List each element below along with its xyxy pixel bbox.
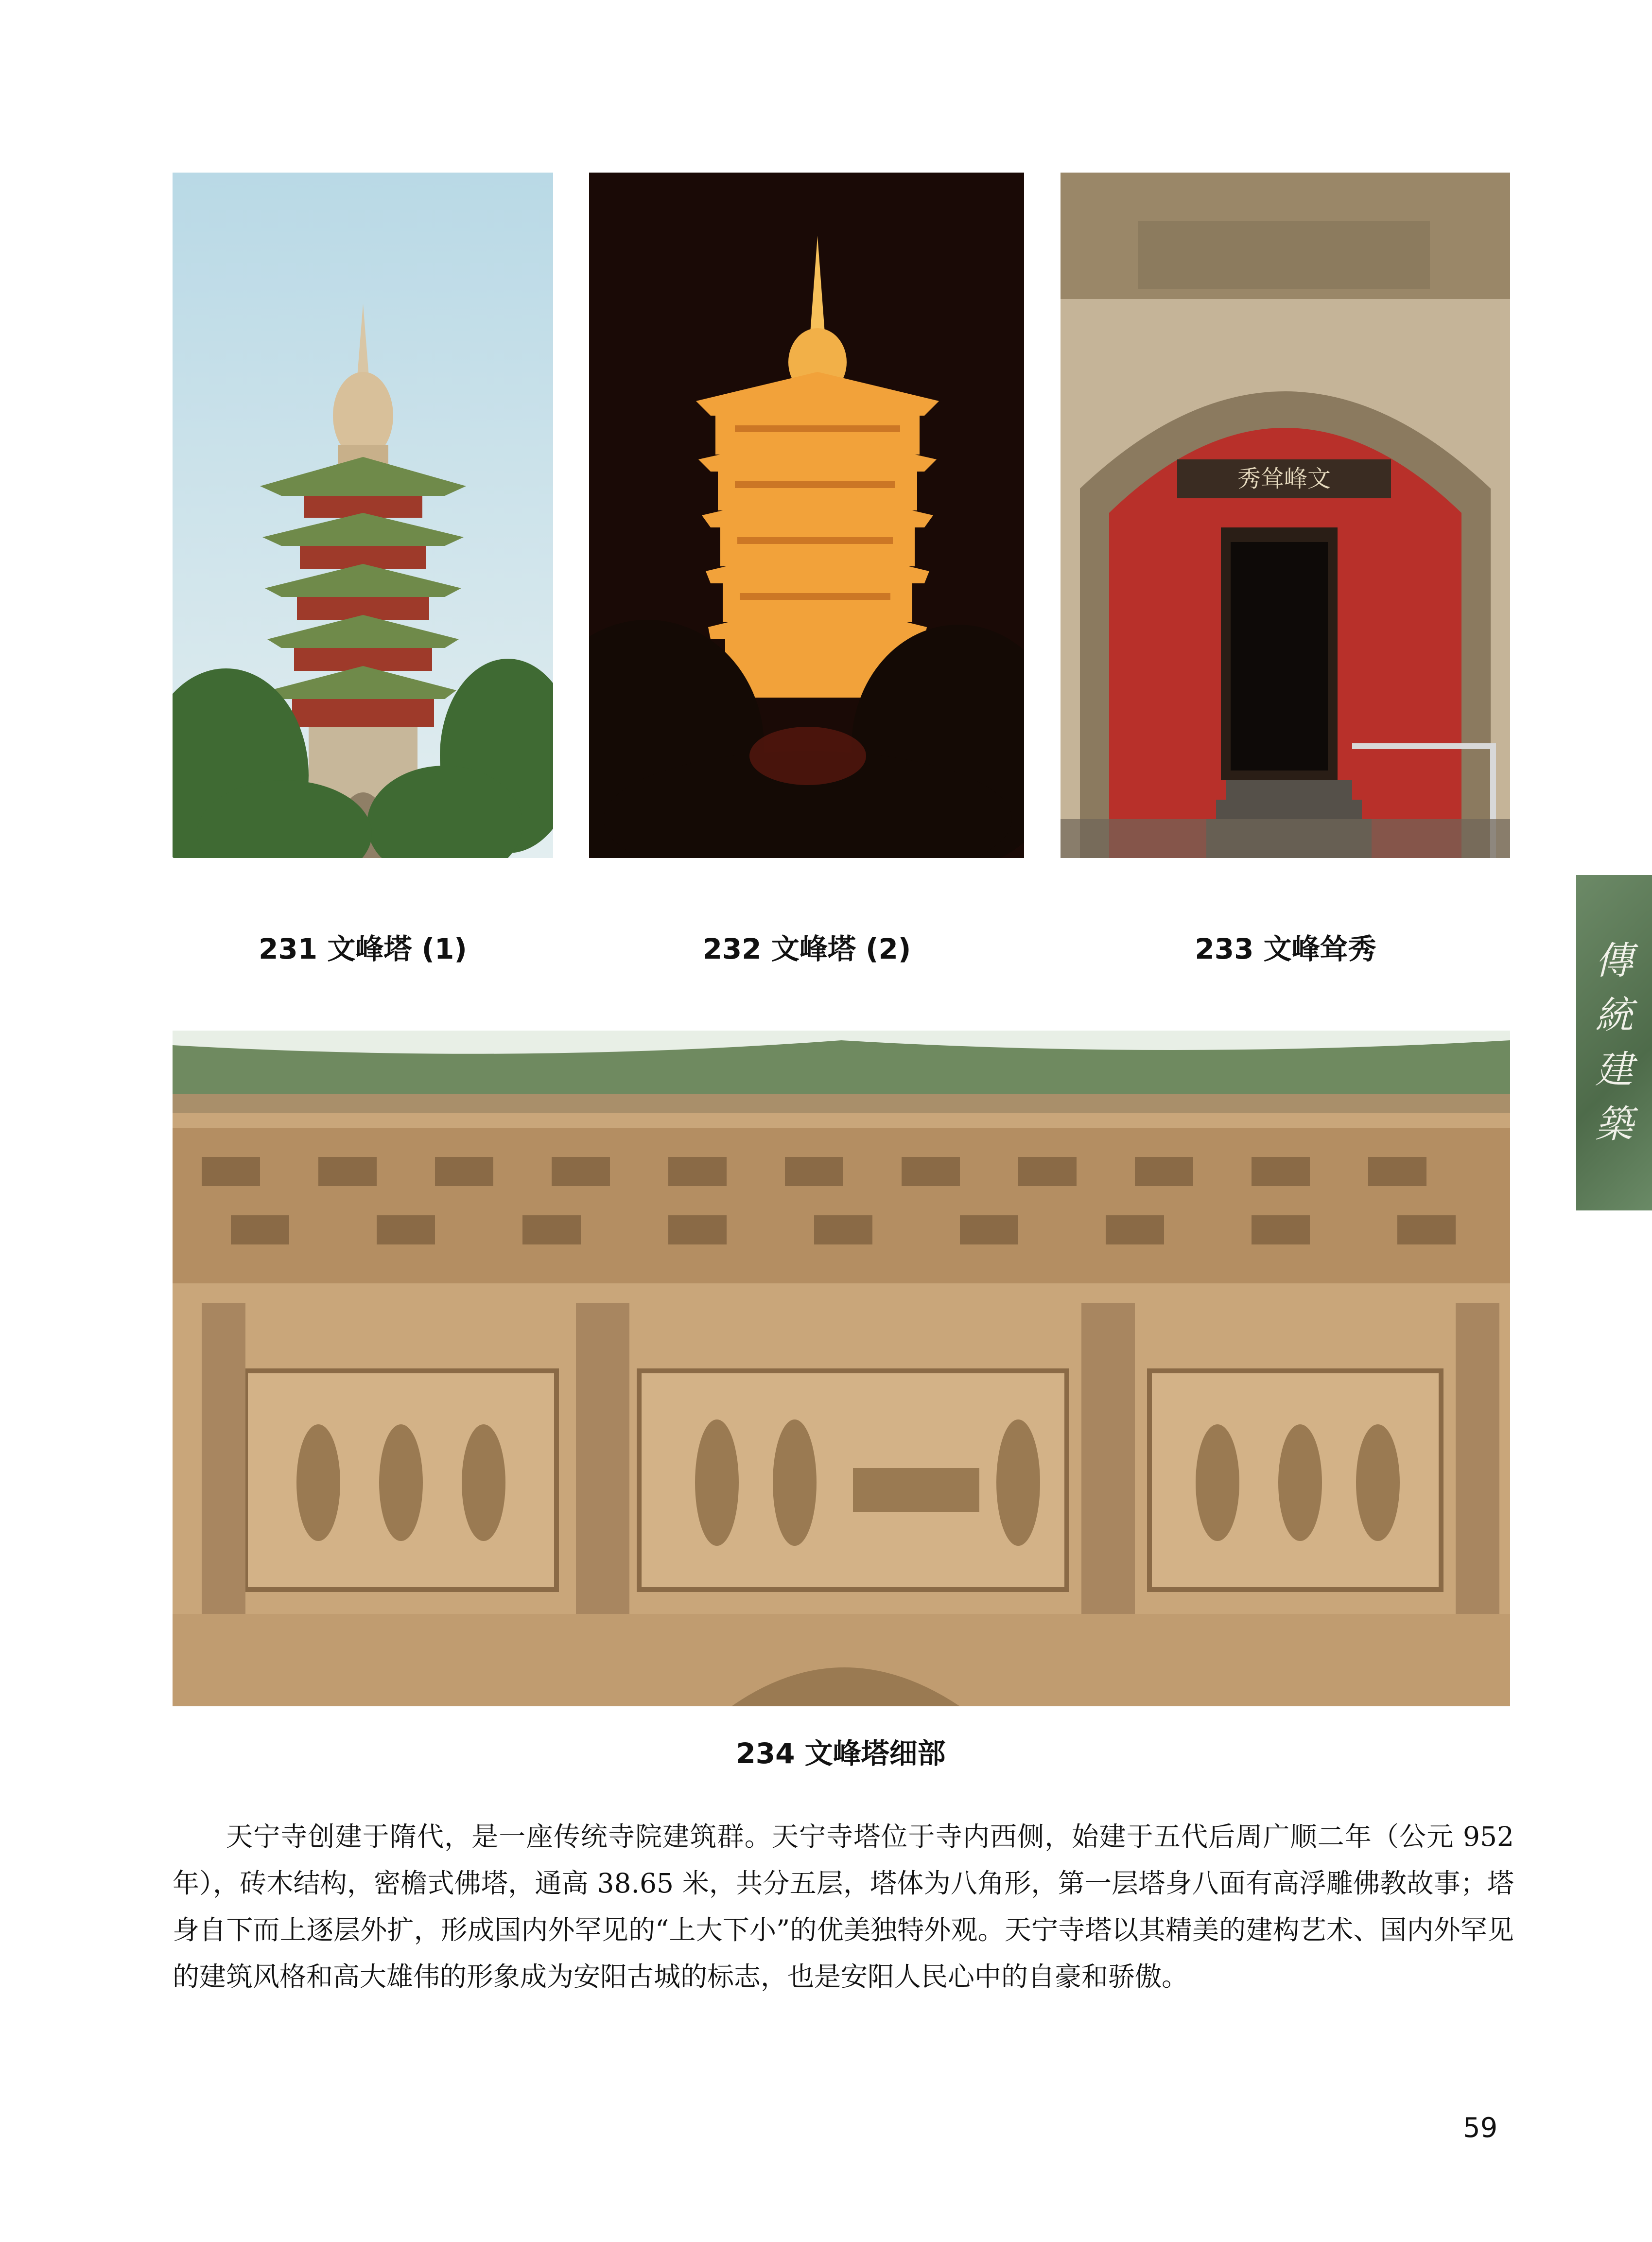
photo-232-pagoda-night: [589, 173, 1024, 858]
photo-233-doorway: [1061, 173, 1510, 858]
side-tab-char: 築: [1595, 1103, 1633, 1146]
photo-234-image: [173, 1031, 1510, 1706]
photo-231-pagoda-day: [173, 173, 553, 858]
caption-231: 231 文峰塔 (1): [259, 932, 467, 965]
caption-233: 233 文峰耸秀: [1195, 932, 1376, 965]
side-tab-traditional-architecture: [1576, 875, 1652, 1210]
page-number: 59: [1463, 2112, 1498, 2144]
photo-233-image: [1061, 173, 1510, 858]
side-tab-char: 傳: [1595, 939, 1633, 983]
caption-232: 232 文峰塔 (2): [702, 932, 911, 965]
side-tab-char: 建: [1595, 1048, 1633, 1092]
photo-234-relief-detail: [173, 1031, 1510, 1706]
side-tab-char: 統: [1595, 994, 1633, 1037]
body-paragraph: 天宁寺创建于隋代，是一座传统寺院建筑群。天宁寺塔位于寺内西侧，始建于五代后周广顺二年（公元 952 年），砖木结构，密檐式佛塔，通高 38.65 米，共分五层，塔体为八角形，第一层塔身八面有高浮雕佛教故事；塔身自下而上逐层外扩，形成国内外罕见的“上大下小”的优美独特外观。天宁寺塔以其精美的建构艺术、国内外罕见的建筑风格和高大雄伟的形象成为安阳古城的标志，也是安阳人民心中的自豪和骄傲。: [173, 1821, 1514, 1992]
caption-234: 234 文峰塔细部: [736, 1737, 946, 1770]
body-text: [173, 1813, 1514, 2000]
plaque-text: 秀耸峰文: [1237, 465, 1331, 492]
photo-231-image: [173, 173, 553, 858]
photo-232-image: [589, 173, 1024, 858]
